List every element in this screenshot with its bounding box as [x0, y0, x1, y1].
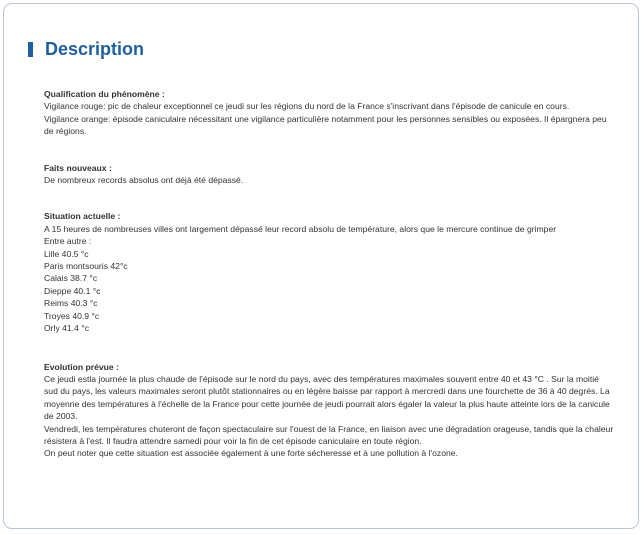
paragraph: Vigilance rouge: pic de chaleur exceptionnel ce jeudi sur les régions du nord de la France s'inscrivant dans l'épisode de canicule en cours. — [44, 101, 570, 112]
section-title: Evolution prévue : — [44, 361, 119, 372]
section-qualification — [44, 88, 614, 138]
list-item: Lille 40.5 °c — [44, 248, 89, 259]
list-item: Orly 41.4 °c — [44, 323, 89, 334]
description-panel — [3, 3, 639, 529]
list-item: Dieppe 40.1 °c — [44, 285, 101, 296]
header-accent-bar — [28, 42, 33, 57]
section-evolution-prevue — [44, 361, 614, 460]
paragraph: Vendredi, les températures chuteront de façon spectaculaire sur l'ouest de la France, en liaison avec une dégradation orageuse, tandis que la chaleur résistera à l'est. Il faudra attendre samedi pour voir la fin de cet épisode caniculaire en toute région. — [44, 423, 614, 446]
list-item: Reims 40.3 °c — [44, 298, 98, 309]
paragraph: Vigilance orange: épisode caniculaire nécessitant une vigilance particulière notamment pour les personnes sensibles ou exposées. Il épargnera peu de régions. — [44, 113, 607, 137]
paragraph: Entre autre : — [44, 236, 92, 247]
list-item: Paris montsouris 42°c — [44, 261, 128, 272]
section-faits-nouveaux — [44, 162, 614, 187]
paragraph: De nombreux records absolus ont déjà été dépassé. — [44, 175, 244, 186]
description-content — [44, 88, 614, 460]
section-title: Faits nouveaux : — [44, 162, 112, 173]
paragraph: Ce jeudi estla journée la plus chaude de l'épisode sur le nord du pays, avec des températures maximales souvent entre 40 et 43 °C . Sur la moitié sud du pays, les valeurs maximales seront plutôt stationnaires ou en légère baisse par rapport à mercredi dans une fourchette de 36 à 40 degrés. La moyenne des températures à l'échelle de la France pour cette journée de jeudi pourrait alors égaler la valeur la plus haute atteinte lors de la canicule de 2003. — [44, 373, 610, 422]
section-title: Situation actuelle : — [44, 211, 121, 222]
section-situation-actuelle — [44, 210, 614, 334]
section-header — [28, 38, 144, 60]
page-title: Description — [45, 39, 145, 59]
paragraph: A 15 heures de nombreuses villes ont largement dépassé leur record absolu de température, alors que le mercure continue de grimper — [44, 223, 557, 234]
paragraph: On peut noter que cette situation est associée également à une forte sécheresse et à une pollution à l'ozone. — [44, 448, 458, 459]
list-item: Calais 38.7 °c — [44, 273, 98, 284]
section-title: Qualification du phénomène : — [44, 89, 165, 99]
list-item: Troyes 40.9 °c — [44, 310, 100, 321]
